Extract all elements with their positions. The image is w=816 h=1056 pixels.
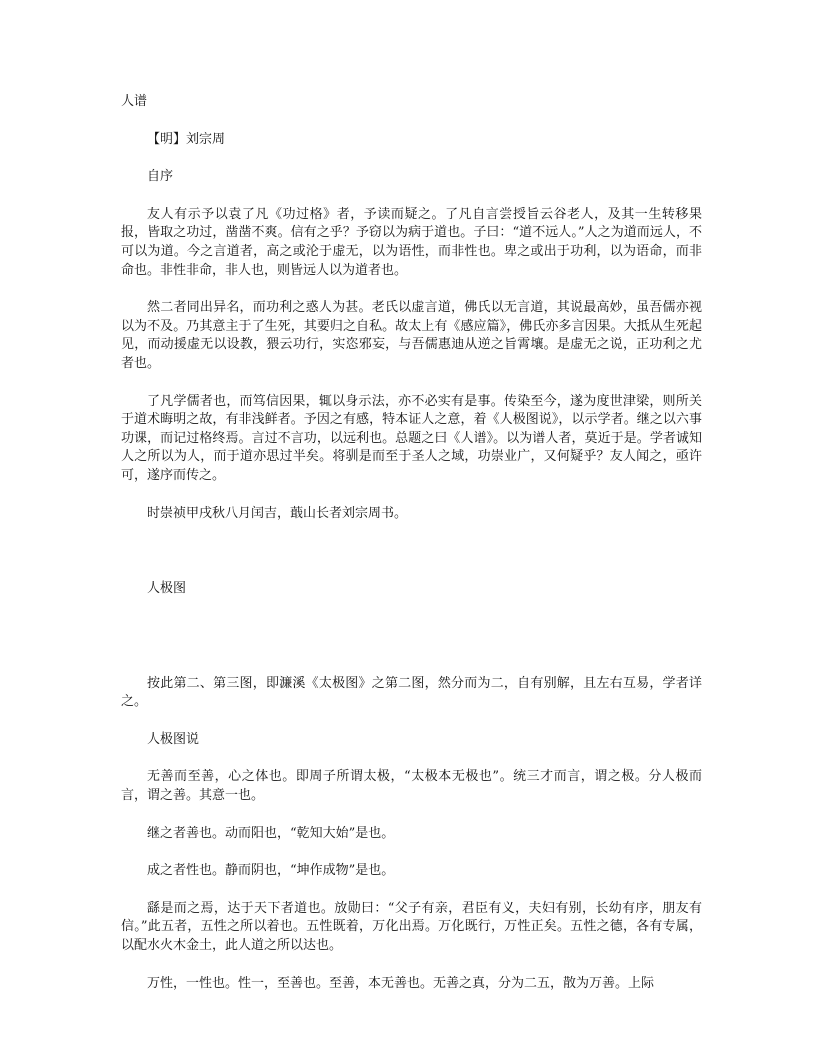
preface-paragraph: 友人有示予以袁了凡《功过格》者，予读而疑之。了凡自言尝授旨云谷老人，及其一生转移果报，皆取之功过，凿凿不爽。信有之乎？予窃以为病于道也。子曰：“道不远人。”人之为道而远人，不可以为道。今之言道者，高之或沦于虚无，以为语性，而非性也。卑之或出于功利，以为语命，而非命也。非性非命，非人也，则皆远人以为道者也。 — [121, 206, 702, 278]
explanation-paragraph: 繇是而之焉，达于天下者道也。放勋曰：“父子有亲，君臣有义，夫妇有别，长幼有序，朋友有信。”此五者，五性之所以着也。五性既着，万化出焉。万化既行，万性正矣。五性之德，各有专属，以配水火木金土，此人道之所以达也。 — [121, 900, 702, 954]
figure-heading: 人极图 — [147, 581, 187, 597]
preface-paragraph: 了凡学儒者也，而笃信因果，辄以身示法，亦不必实有是事。传染至今，遂为度世津梁，则所关于道术晦明之故，有非浅鲜者。予因之有感，特本证人之意，着《人极图说》，以示学者。继之以六事功课，而记过格终焉。言过不言功，以远利也。总题之曰《人谱》。以为谱人者，莫近于是。学者诚知人之所以为人，而于道亦思过半矣。将驯是而至于圣人之域，功崇业广，又何疑乎？友人闻之，亟许可，遂序而传之。 — [121, 393, 702, 483]
explanation-paragraph: 成之者性也。静而阴也，“坤作成物”是也。 — [147, 863, 395, 879]
document-title: 人谱 — [121, 94, 148, 109]
spacer — [121, 542, 702, 580]
preface-heading: 自序 — [147, 169, 174, 185]
explanation-paragraph: 万性，一性也。性一，至善也。至善，本无善也。无善之真，分为二五，散为万善。上际 — [147, 975, 655, 991]
author-line: 【明】刘宗周 — [147, 131, 226, 147]
figure-note: 按此第二、第三图，即濂溪《太极图》之第二图，然分而为二，自有别解，且左右互易，学者详之。 — [121, 675, 702, 710]
document-page — [121, 93, 702, 1012]
explanation-heading: 人极图说 — [147, 731, 200, 747]
figure-placeholder — [121, 618, 702, 675]
explanation-paragraph: 继之者善也。动而阳也，“乾知大始”是也。 — [147, 825, 395, 841]
preface-paragraph: 然二者同出异名，而功利之惑人为甚。老氏以虚言道，佛氏以无言道，其说最高妙，虽吾儒亦视以为不及。乃其意主于了生死，其要归之自私。故太上有《感应篇》，佛氏亦多言因果。大抵从生死起见，而动援虚无以设教，猥云功行，实恣邪妄，与吾儒惠迪从逆之旨霄壤。是虚无之说，正功利之尤者也。 — [121, 300, 702, 371]
explanation-paragraph: 无善而至善，心之体也。即周子所谓太极，“太极本无极也”。统三才而言，谓之极。分人极而言，谓之善。其意一也。 — [121, 769, 702, 804]
preface-signature: 时崇祯甲戌秋八月闰吉，蕺山长者刘宗周书。 — [147, 505, 408, 521]
